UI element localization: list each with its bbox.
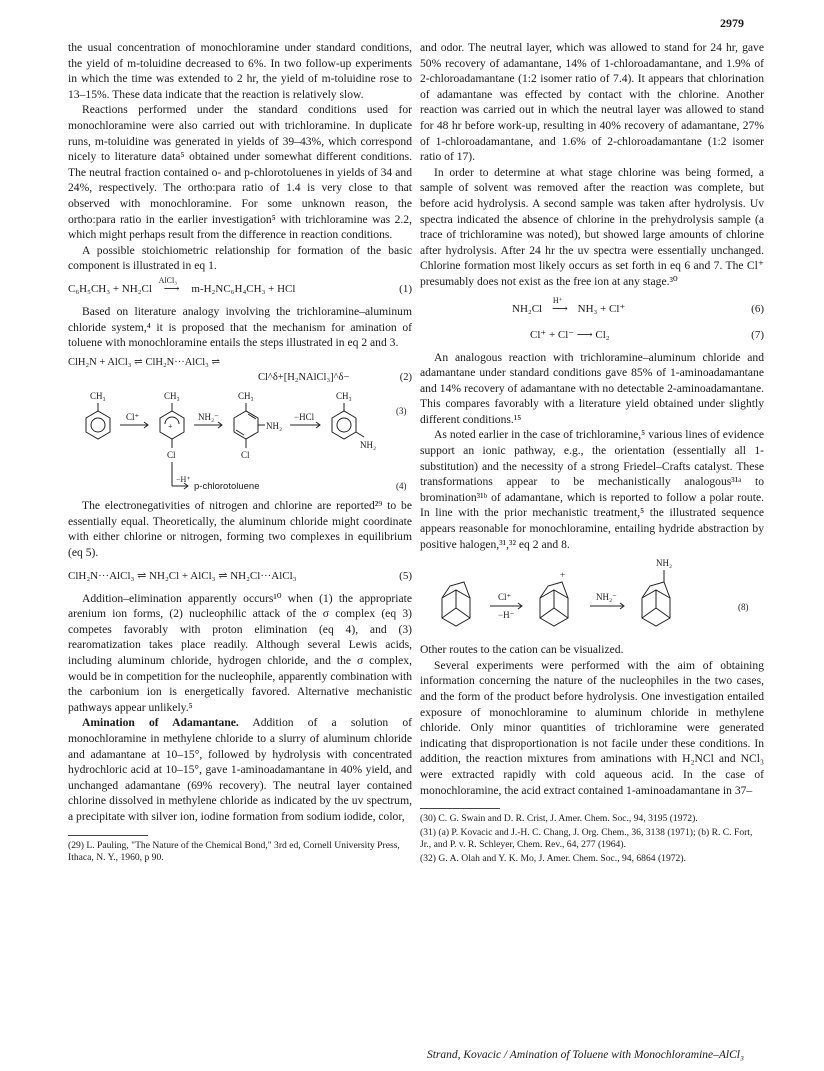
- eq7-body: Cl⁺ + Cl⁻ ⟶ Cl₂: [530, 328, 610, 341]
- paragraph: In order to determine at what stage chlorine was being formed, a sample of solvent was removed after the reaction was complete, but before acid hydrolysis. A second sample was taken after hydrolysis. Uv spectra indicated the absence of chlorine in the prehydrolysis sample (a trace of trichloramine was noted), but showed large amounts of chlorine after hydrolysis. After 24 hr the uv spectra were essentially unchanged. Chlorine formation most likely occurs as set forth in eq 6 and 7. The Cl⁺ presumably does not exist as the free ion at any stage.³⁰: [420, 165, 764, 288]
- equation-1: C₆H₅CH₃ + NH₂Cl AlCl₃ ⟶ m-H₂NC₆H₄CH₃ + HCl (1): [68, 278, 412, 300]
- label-minus-hcl: −HCl: [294, 412, 315, 423]
- eq6-reactant: NH₂Cl: [512, 302, 543, 315]
- eq4-number: (4): [396, 481, 407, 492]
- right-column: [420, 40, 764, 865]
- eq7-number: (7): [751, 328, 764, 341]
- paragraph: As noted earlier in the case of trichloramine,⁵ various lines of evidence support an ionic pathway, e.g., the orientation (essentially all 1-substitution) and the necessity of a strong Friedel–Crafts catalyst. These transformations appear to be mechanistically analogous³¹ᵃ to bromination³¹ᵇ of adamantane, which is reported to follow a polar route. In line with the prior mechanistic treatment,⁵ the illustrated sequence appears reasonable for monochloramine, entailing hydride abstraction by positive halogen,³¹,³² eq 2 and 8.: [420, 428, 764, 551]
- label-cl-plus: Cl⁺: [498, 592, 512, 603]
- paragraph: Addition–elimination apparently occurs¹⁰ when (1) the appropriate arenium ion forms, (2) nucleophilic attack of the σ complex (eq 3) competes favorably with proton elimination (eq 4), and (3) rearomatization takes place readily. Although several Lewis acids, including aluminum chloride, hydrogen chloride, and the σ complex, would be in competition for the nucleophile, apparently combination with the carbonium ion is energetically favored. Alternative mechanistic pathways appear unlikely.⁵: [68, 591, 412, 714]
- footnote-rule: [420, 808, 500, 809]
- label-ch3: CH₃: [238, 391, 254, 402]
- paragraph-text: Addition of a solution of monochloramine in methylene chloride to a slurry of aluminum chloride and adamantane at 10–15°, followed by hydrolysis with concentrated hydrochloric acid at 10–15°, gave 1-aminoadamantane in 40% yield, and unchanged adamantane (69% recovery). The neutral layer contained chlorine dissolved in methylene chloride as indicated by the uv spectrum, a precipitate with silver ion, iodine formation from sodium iodide, color,: [68, 716, 412, 823]
- eq1-reactants: C₆H₅CH₃ + NH₂Cl: [68, 283, 152, 296]
- eq8-number: (8): [738, 602, 749, 613]
- label-nh2: NH₂: [266, 421, 283, 432]
- adamantane-amination-scheme: [420, 558, 764, 642]
- equation-5: [68, 565, 412, 587]
- paragraph: The electronegativities of nitrogen and chlorine are reported²⁹ to be essentially equal. Theoretically, the aluminum chloride might coordinate with either chlorine or nitrogen, forming two complexes in equilibrium (eq 5).: [68, 499, 412, 560]
- label-ch3: CH₃: [90, 391, 106, 402]
- footnote-29: (29) L. Pauling, "The Nature of the Chemical Bond," 3rd ed, Cornell University Press, Ithaca, N. Y., 1960, p 90.: [68, 839, 400, 863]
- eq5-number: (5): [399, 570, 412, 583]
- eq4-product: p-chlorotoluene: [194, 481, 260, 493]
- label-nh2: NH₂: [656, 558, 673, 569]
- paragraph: Based on literature analogy involving the trichloramine–aluminum chloride system,⁴ it is proposed that the mechanism for amination of toluene with monochloramine entails the steps illustrated in eq 2 and 3.: [68, 304, 412, 350]
- paragraph: Several experiments were performed with the aim of obtaining information concerning the nature of the nucleophiles in the two cases, and the form of the product before hydrolysis. One investigation entailed exposure of monochloramine to aluminum chloride in methylene chloride. Only minor quantities of trichloramine were generated indicating that disproportionation is not facile under these conditions. In addition, the reaction mixtures from aminations with H₂NCl and NCl₃ were extracted rapidly with cold aqueous acid. In the case of monochloramine, the acid extract contained 1-aminoadamantane in 37–: [420, 658, 764, 797]
- label-ch3: CH₃: [336, 391, 352, 402]
- eq3-number: (3): [396, 406, 407, 417]
- equation-6: NH₂Cl H⁺ ⟶ NH₃ + Cl⁺ (6): [420, 298, 764, 320]
- label-plus: +: [560, 570, 566, 581]
- eq6-catalyst: H⁺: [552, 295, 563, 305]
- eq5-body: ClH₂N···AlCl₃ ⇌ NH₂Cl + AlCl₃ ⇌ NH₂Cl···AlCl₃: [68, 570, 297, 583]
- paragraph: A possible stoichiometric relationship for formation of the basic component is illustrated in eq 1.: [68, 243, 412, 273]
- eq6-products: NH₃ + Cl⁺: [577, 302, 626, 315]
- footnote-31: (31) (a) P. Kovacic and J.-H. C. Chang, J. Org. Chem., 36, 3138 (1971); (b) R. C. Fort, Jr., and P. v. R. Schleyer, Chem. Rev., 64, 277 (1964).: [420, 827, 753, 851]
- label-cl: Cl: [167, 450, 176, 461]
- paragraph: Other routes to the cation can be visualized.: [420, 643, 624, 657]
- label-plus: +: [168, 422, 173, 432]
- eq1-products: m-H₂NC₆H₄CH₃ + HCl: [191, 283, 296, 296]
- equation-2: [68, 355, 412, 387]
- footnote-30: (30) C. G. Swain and D. R. Crist, J. Amer. Chem. Soc., 94, 3195 (1972).: [420, 813, 698, 825]
- paragraph: An analogous reaction with trichloramine–aluminum chloride and adamantane under standard conditions gave 85% of 1-aminoadamantane and 14% recovery of adamantane with no detectable 2-aminoadamantane. This compares favorably with a literature yield obtained under slightly different conditions.¹⁵: [420, 350, 764, 426]
- section-heading: Amination of Adamantane.: [82, 716, 239, 730]
- label-cl: Cl: [241, 450, 250, 461]
- eq2-line1: ClH₂N + AlCl₃ ⇌ ClH₂N···AlCl₃ ⇌: [68, 356, 221, 368]
- toluene-amination-scheme: [68, 386, 412, 498]
- equation-8-scheme: [420, 558, 764, 642]
- label-nh2: NH₂: [360, 440, 377, 451]
- footnote-32: (32) G. A. Olah and Y. K. Mo, J. Amer. Chem. Soc., 94, 6864 (1972).: [420, 853, 686, 865]
- left-column: [68, 40, 412, 864]
- eq1-catalyst: AlCl₃: [158, 276, 177, 286]
- paragraph: Reactions performed under the standard conditions used for monochloramine were also carried out with trichloramine. In duplicate runs, m-toluidine was generated in yields of 39–43%, which correspond nicely to literature data⁵ obtained under somewhat different conditions. The neutral fraction contained o- and p-chlorotoluenes in yields of 34 and 24%, respectively. The ortho:para ratio of 1.4 is very close to that observed with monochloramine. For some unknown reason, the ortho:para ratio in the earlier investigation⁵ with trichloramine was 2.2, which might perhaps result from the difference in reaction conditions.: [68, 103, 412, 242]
- equation-3-scheme: [68, 386, 412, 498]
- label-nh2-minus: NH₂⁻: [198, 412, 219, 423]
- page-number: 2979: [720, 16, 744, 30]
- paragraph: [68, 715, 412, 824]
- paragraph: the usual concentration of monochloramine under standard conditions, the yield of m-toluidine decreased to 6%. In two follow-up experiments in which the time was extended to 2 hr, the yield of m-toluidine rose to 13–15%. These data indicate that the reaction is relatively slow.: [68, 41, 412, 101]
- label-nh2-minus: NH₂⁻: [596, 592, 617, 603]
- eq2-line2: Cl^δ+[H₂NAlCl₃]^δ−: [258, 372, 350, 384]
- footnote-rule: [68, 835, 148, 836]
- label-cl-plus: Cl⁺: [126, 412, 140, 423]
- paragraph: and odor. The neutral layer, which was allowed to stand for 24 hr, gave 50% recovery of adamantane, 14% of 1-chloroadamantane, and 1.9% of 2-chloroadamantane (1:2 isomer ratio of 7.4). It appears that chlorination of adamantane was effected by contact with the chlorine. Another reaction was carried out in which the neutral layer was allowed to stand for 48 hr before work-up, resulting in 40% recovery of adamantane, 27% of 1-chloroadamantane, and 1.6% of 2-chloroadamantane (1:2 isomer ratio of 17).: [420, 41, 764, 164]
- running-footer: Strand, Kovacic / Amination of Toluene with Monochloramine–AlCl₃: [426, 1049, 744, 1061]
- eq4-reagent: −H⁺: [176, 475, 191, 485]
- label-ch3: CH₃: [164, 391, 180, 402]
- eq2-number: (2): [399, 372, 412, 384]
- equation-7: [420, 324, 764, 346]
- eq1-number: (1): [399, 283, 412, 296]
- label-minus-h: −H⁻: [498, 610, 515, 621]
- eq6-number: (6): [751, 302, 764, 315]
